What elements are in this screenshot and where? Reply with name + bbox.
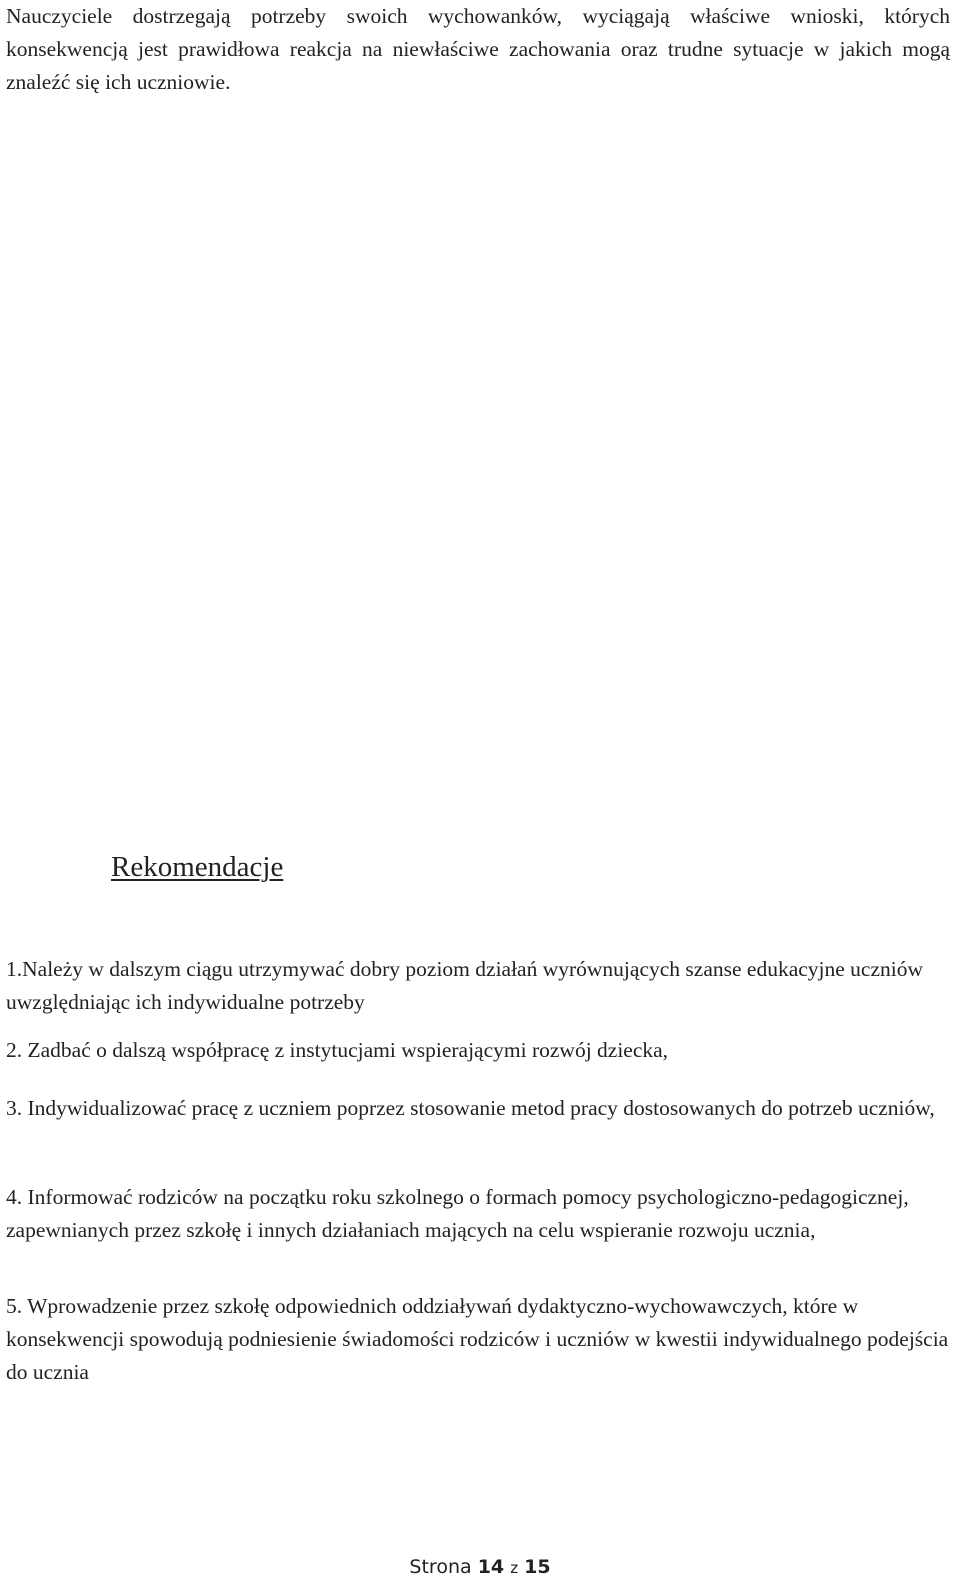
recommendation-item-3: 3. Indywidualizować pracę z uczniem poprzez stosowanie metod pracy dostosowanych do potrzeb uczniów, — [6, 1096, 935, 1120]
recommendation-item-4: 4. Informować rodziców na początku roku szkolnego o formach pomocy psychologiczno-pedagogicznej, zapewnianych przez szkołę i innych działaniach mających na celu wspieranie rozwoju ucznia, — [6, 1185, 909, 1242]
intro-paragraph: Nauczyciele dostrzegają potrzeby swoich wychowanków, wyciągają właściwe wnioski, których konsekwencją jest prawidłowa reakcja na niewłaściwe zachowania oraz trudne sytuacje w jakich mogą znaleźć się ich uczniowie. — [6, 4, 950, 94]
section-heading-recommendations: Rekomendacje — [111, 851, 284, 883]
page-footer — [0, 1554, 960, 1581]
recommendation-item-2: 2. Zadbać o dalszą współpracę z instytucjami wspierającymi rozwój dziecka, — [6, 1038, 669, 1062]
current-page-number: 14 — [477, 1556, 505, 1578]
recommendation-item-1: 1.Należy w dalszym ciągu utrzymywać dobry poziom działań wyrównujących szanse edukacyjne uczniów uwzględniając ich indywidualne potrzeby — [6, 957, 924, 1014]
recommendation-item-5: 5. Wprowadzenie przez szkołę odpowiednich oddziaływań dydaktyczno-wychowawczych, które w konsekwencji spowodują podniesienie świadomości rodziców i uczniów w kwestii indywidualnego podejścia do ucznia — [6, 1294, 949, 1384]
total-pages-number: 15 — [524, 1556, 551, 1578]
of-word: z — [510, 1559, 519, 1577]
page-word: Strona — [409, 1556, 472, 1578]
